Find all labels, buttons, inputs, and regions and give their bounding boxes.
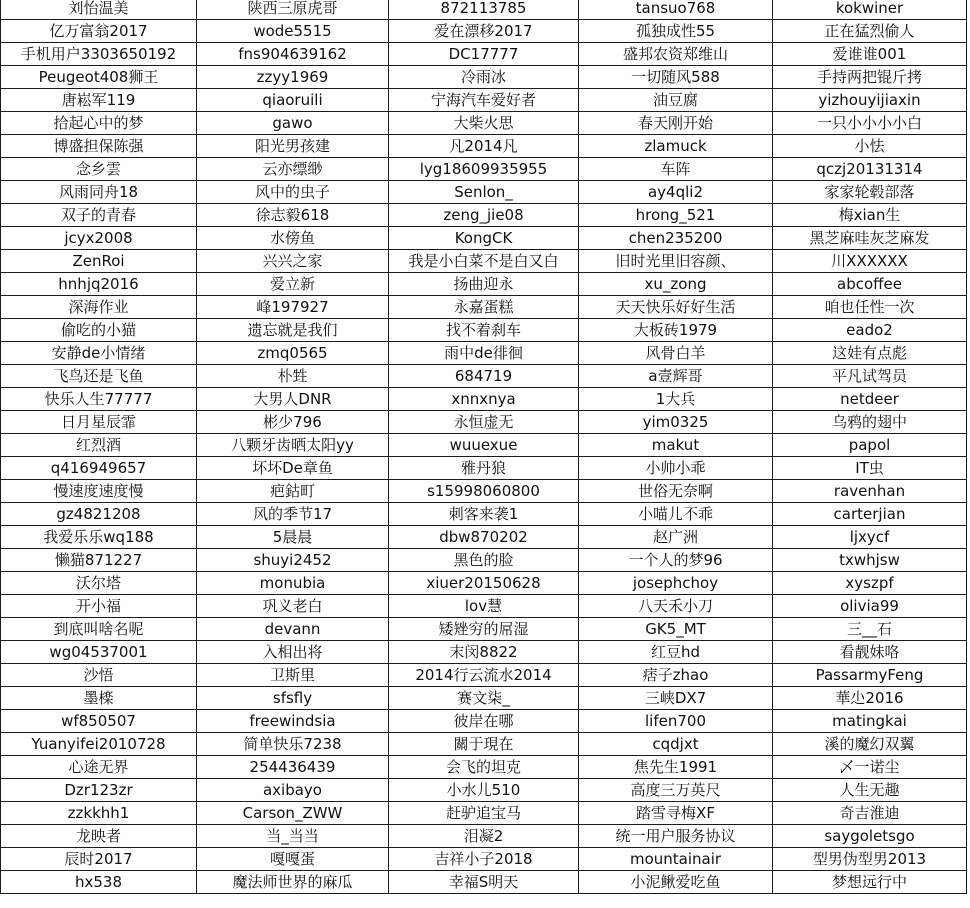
table-row xyxy=(1,710,967,733)
table-cell: txwhjsw xyxy=(773,549,967,572)
table-cell: papol xyxy=(773,434,967,457)
table-cell: 乌鸦的翅中 xyxy=(773,411,967,434)
table-cell: 入相出将 xyxy=(197,641,389,664)
table-cell: 吉祥小子2018 xyxy=(389,848,579,871)
table-cell: 扬曲迎永 xyxy=(389,273,579,296)
table-cell: 手持两把锟斤拷 xyxy=(773,66,967,89)
table-cell: 旧时光里旧容颜、 xyxy=(579,250,773,273)
table-cell: 彼岸在哪 xyxy=(389,710,579,733)
table-cell: axibayo xyxy=(197,779,389,802)
table-cell: 黑色的脸 xyxy=(389,549,579,572)
table-cell: 一切随风588 xyxy=(579,66,773,89)
table-cell: 型男伪型男2013 xyxy=(773,848,967,871)
table-cell: 黑芝麻哇灰芝麻发 xyxy=(773,227,967,250)
table-row xyxy=(1,848,967,871)
table-cell: hnhjq2016 xyxy=(1,273,197,296)
table-cell: 泪凝2 xyxy=(389,825,579,848)
table-cell: 爱在漂移2017 xyxy=(389,20,579,43)
table-cell: a壹辉哥 xyxy=(579,365,773,388)
table-cell: eado2 xyxy=(773,319,967,342)
table-cell: 龙映者 xyxy=(1,825,197,848)
table-row xyxy=(1,618,967,641)
table-cell: 徐志毅618 xyxy=(197,204,389,227)
table-row xyxy=(1,411,967,434)
table-row xyxy=(1,595,967,618)
table-cell: 赶驴追宝马 xyxy=(389,802,579,825)
table-row xyxy=(1,0,967,20)
table-cell: 天天快乐好好生活 xyxy=(579,296,773,319)
table-cell: 梦想远行中 xyxy=(773,871,967,894)
table-cell: 赛文柒_ xyxy=(389,687,579,710)
table-cell: 一个人的梦96 xyxy=(579,549,773,572)
table-cell: 亿万富翁2017 xyxy=(1,20,197,43)
table-cell: 风骨白羊 xyxy=(579,342,773,365)
table-cell: abcoffee xyxy=(773,273,967,296)
table-cell: zeng_jie08 xyxy=(389,204,579,227)
table-cell: 盛邦农资郑维山 xyxy=(579,43,773,66)
table-cell: 小泥鳅爱吃鱼 xyxy=(579,871,773,894)
table-cell: 刺客来袭1 xyxy=(389,503,579,526)
table-cell: 乄一诺尘 xyxy=(773,756,967,779)
table-cell: 小喵儿不乖 xyxy=(579,503,773,526)
table-cell: 巩义老白 xyxy=(197,595,389,618)
table-cell: 矮矬穷的屌湿 xyxy=(389,618,579,641)
table-cell: 快乐人生77777 xyxy=(1,388,197,411)
table-cell: 车阵 xyxy=(579,158,773,181)
table-cell: 5晨晨 xyxy=(197,526,389,549)
table-cell: DC17777 xyxy=(389,43,579,66)
table-cell: wf850507 xyxy=(1,710,197,733)
table-cell: 2014行云流水2014 xyxy=(389,664,579,687)
table-cell: 卫斯里 xyxy=(197,664,389,687)
table-cell: yizhouyijiaxin xyxy=(773,89,967,112)
table-cell: 人生无趣 xyxy=(773,779,967,802)
table-cell: 末闵8822 xyxy=(389,641,579,664)
table-cell: 872113785 xyxy=(389,0,579,20)
table-cell: 三__石 xyxy=(773,618,967,641)
table-cell: hx538 xyxy=(1,871,197,894)
table-cell: 深海作业 xyxy=(1,296,197,319)
table-cell: 我是小白菜不是白又白 xyxy=(389,250,579,273)
table-cell: IT虫 xyxy=(773,457,967,480)
table-cell: 嘎嘎蛋 xyxy=(197,848,389,871)
table-cell: makut xyxy=(579,434,773,457)
table-cell: xu_zong xyxy=(579,273,773,296)
table-cell: 254436439 xyxy=(197,756,389,779)
table-cell: ZenRoi xyxy=(1,250,197,273)
table-cell: 拾起心中的梦 xyxy=(1,112,197,135)
table-cell: 魔法师世界的麻瓜 xyxy=(197,871,389,894)
table-cell: 孤独成性55 xyxy=(579,20,773,43)
table-row xyxy=(1,687,967,710)
table-cell: chen235200 xyxy=(579,227,773,250)
table-row xyxy=(1,43,967,66)
table-row xyxy=(1,388,967,411)
table-cell: 简单快乐7238 xyxy=(197,733,389,756)
table-row xyxy=(1,641,967,664)
table-cell: 永嘉蛋糕 xyxy=(389,296,579,319)
table-row xyxy=(1,296,967,319)
table-cell: 咱也任性一次 xyxy=(773,296,967,319)
table-cell: wode5515 xyxy=(197,20,389,43)
table-cell: ravenhan xyxy=(773,480,967,503)
table-cell: 彬少796 xyxy=(197,411,389,434)
table-cell: 684719 xyxy=(389,365,579,388)
table-cell: cqdjxt xyxy=(579,733,773,756)
table-cell: jcyx2008 xyxy=(1,227,197,250)
table-cell: 焦先生1991 xyxy=(579,756,773,779)
table-cell: 踏雪寻梅XF xyxy=(579,802,773,825)
table-cell: 冷雨冰 xyxy=(389,66,579,89)
table-row xyxy=(1,503,967,526)
table-cell: tansuo768 xyxy=(579,0,773,20)
table-cell: 小水儿510 xyxy=(389,779,579,802)
table-row xyxy=(1,871,967,894)
table-cell: qczj20131314 xyxy=(773,158,967,181)
table-cell: 手机用户3303650192 xyxy=(1,43,197,66)
table-cell: monubia xyxy=(197,572,389,595)
table-cell: 安静de小情绪 xyxy=(1,342,197,365)
table-row xyxy=(1,112,967,135)
table-cell: 红豆hd xyxy=(579,641,773,664)
table-cell: 正在猛烈偷人 xyxy=(773,20,967,43)
table-cell: 沙悟 xyxy=(1,664,197,687)
table-row xyxy=(1,158,967,181)
username-table-body xyxy=(1,0,967,894)
table-cell: 溪的魔幻双翼 xyxy=(773,733,967,756)
table-cell: 宁海汽车爱好者 xyxy=(389,89,579,112)
table-cell: 博盛担保陈强 xyxy=(1,135,197,158)
table-cell: 赵广洲 xyxy=(579,526,773,549)
table-cell: 疤鈷町 xyxy=(197,480,389,503)
table-cell: matingkai xyxy=(773,710,967,733)
table-cell: 风中的虫子 xyxy=(197,181,389,204)
table-row xyxy=(1,733,967,756)
table-cell: lifen700 xyxy=(579,710,773,733)
table-cell: 幸福S明天 xyxy=(389,871,579,894)
table-cell: 朴甡 xyxy=(197,365,389,388)
table-cell: zzyy1969 xyxy=(197,66,389,89)
table-cell: 世俗无奈啊 xyxy=(579,480,773,503)
table-cell: 开小福 xyxy=(1,595,197,618)
table-row xyxy=(1,20,967,43)
table-cell: 大男人DNR xyxy=(197,388,389,411)
table-cell: 油豆腐 xyxy=(579,89,773,112)
table-cell: freewindsia xyxy=(197,710,389,733)
table-cell: sfsfly xyxy=(197,687,389,710)
table-row xyxy=(1,89,967,112)
table-cell: netdeer xyxy=(773,388,967,411)
table-cell: xiuer20150628 xyxy=(389,572,579,595)
table-cell: shuyi2452 xyxy=(197,549,389,572)
table-row xyxy=(1,779,967,802)
table-cell: 小怯 xyxy=(773,135,967,158)
table-cell: gz4821208 xyxy=(1,503,197,526)
table-cell: 平凡试驾员 xyxy=(773,365,967,388)
table-cell: 凡2014凡 xyxy=(389,135,579,158)
table-cell: 雅丹狼 xyxy=(389,457,579,480)
table-cell: 会飞的坦克 xyxy=(389,756,579,779)
table-cell: 日月星辰霏 xyxy=(1,411,197,434)
table-cell: 遗忘就是我们 xyxy=(197,319,389,342)
table-cell: 双子的青春 xyxy=(1,204,197,227)
table-cell: Dzr123zr xyxy=(1,779,197,802)
table-cell: 看靓妹咯 xyxy=(773,641,967,664)
table-cell: carterjian xyxy=(773,503,967,526)
table-cell: ay4qli2 xyxy=(579,181,773,204)
table-cell: wuuexue xyxy=(389,434,579,457)
table-row xyxy=(1,457,967,480)
table-cell: zlamuck xyxy=(579,135,773,158)
table-cell: 云亦缥缈 xyxy=(197,158,389,181)
table-row xyxy=(1,227,967,250)
table-cell: gawo xyxy=(197,112,389,135)
table-cell: ljxycf xyxy=(773,526,967,549)
table-cell: hrong_521 xyxy=(579,204,773,227)
table-cell: PassarmyFeng xyxy=(773,664,967,687)
table-cell: Peugeot408狮王 xyxy=(1,66,197,89)
table-cell: 到底叫啥名呢 xyxy=(1,618,197,641)
table-cell: 八天禾小刀 xyxy=(579,595,773,618)
table-cell: mountainair xyxy=(579,848,773,871)
table-cell: 永恒虚无 xyxy=(389,411,579,434)
table-cell: lov慧 xyxy=(389,595,579,618)
table-cell: lyg18609935955 xyxy=(389,158,579,181)
table-cell: 梅xian生 xyxy=(773,204,967,227)
table-cell: 奇吉淮迪 xyxy=(773,802,967,825)
table-cell: 唐崧军119 xyxy=(1,89,197,112)
table-cell: 这娃有点彪 xyxy=(773,342,967,365)
table-row xyxy=(1,756,967,779)
table-row xyxy=(1,664,967,687)
table-cell: 沃尔塔 xyxy=(1,572,197,595)
table-row xyxy=(1,342,967,365)
table-cell: 念乡雲 xyxy=(1,158,197,181)
table-cell: 红烈酒 xyxy=(1,434,197,457)
table-cell: josephchoy xyxy=(579,572,773,595)
table-row xyxy=(1,319,967,342)
table-row xyxy=(1,250,967,273)
table-cell: GK5_MT xyxy=(579,618,773,641)
table-cell: Senlon_ xyxy=(389,181,579,204)
table-cell: 爱立新 xyxy=(197,273,389,296)
table-cell: 雨中de徘徊 xyxy=(389,342,579,365)
table-cell: 川XXXXXX xyxy=(773,250,967,273)
table-cell: 飞鸟还是飞鱼 xyxy=(1,365,197,388)
table-cell: xnnxnya xyxy=(389,388,579,411)
table-row xyxy=(1,526,967,549)
table-cell: 關于現在 xyxy=(389,733,579,756)
table-cell: 懒猫871227 xyxy=(1,549,197,572)
table-cell: 一只小小小小白 xyxy=(773,112,967,135)
table-cell: zmq0565 xyxy=(197,342,389,365)
table-cell: Yuanyifei2010728 xyxy=(1,733,197,756)
table-cell: 风的季节17 xyxy=(197,503,389,526)
table-cell: yim0325 xyxy=(579,411,773,434)
table-cell: 大板砖1979 xyxy=(579,319,773,342)
table-row xyxy=(1,181,967,204)
table-cell: 统一用户服务协议 xyxy=(579,825,773,848)
table-cell: 峰197927 xyxy=(197,296,389,319)
table-row xyxy=(1,825,967,848)
table-cell: 家家轮毂部落 xyxy=(773,181,967,204)
table-cell: 刘怡温美 xyxy=(1,0,197,20)
table-cell: 痞子zhao xyxy=(579,664,773,687)
table-row xyxy=(1,204,967,227)
table-cell: 水傍鱼 xyxy=(197,227,389,250)
table-cell: s15998060800 xyxy=(389,480,579,503)
table-cell: KongCK xyxy=(389,227,579,250)
table-cell: fns904639162 xyxy=(197,43,389,66)
table-cell: 我爱乐乐wq188 xyxy=(1,526,197,549)
table-cell: qiaoruili xyxy=(197,89,389,112)
table-cell: kokwiner xyxy=(773,0,967,20)
table-cell: 慢速度速度慢 xyxy=(1,480,197,503)
table-cell: 三峡DX7 xyxy=(579,687,773,710)
table-row xyxy=(1,365,967,388)
table-cell: 大柴火思 xyxy=(389,112,579,135)
table-cell: 華尐2016 xyxy=(773,687,967,710)
table-cell: 高度三万英尺 xyxy=(579,779,773,802)
table-cell: xyszpf xyxy=(773,572,967,595)
table-cell: 八颗牙齿晒太阳yy xyxy=(197,434,389,457)
table-cell: 阳光男孩建 xyxy=(197,135,389,158)
table-cell: dbw870202 xyxy=(389,526,579,549)
table-row xyxy=(1,135,967,158)
table-cell: 偷吃的小猫 xyxy=(1,319,197,342)
table-cell: wg04537001 xyxy=(1,641,197,664)
table-cell: Carson_ZWW xyxy=(197,802,389,825)
table-cell: 爱谁谁001 xyxy=(773,43,967,66)
table-cell: 小帅小乖 xyxy=(579,457,773,480)
table-cell: 辰时2017 xyxy=(1,848,197,871)
table-cell: 心途无界 xyxy=(1,756,197,779)
table-cell: 风雨同舟18 xyxy=(1,181,197,204)
table-cell: 墨檪 xyxy=(1,687,197,710)
table-row xyxy=(1,434,967,457)
table-cell: 兴兴之家 xyxy=(197,250,389,273)
table-cell: 陕西三原虎哥 xyxy=(197,0,389,20)
table-cell: zzkkhh1 xyxy=(1,802,197,825)
table-cell: 1大兵 xyxy=(579,388,773,411)
table-row xyxy=(1,572,967,595)
table-cell: 当_当当 xyxy=(197,825,389,848)
table-row xyxy=(1,480,967,503)
table-cell: saygoletsgo xyxy=(773,825,967,848)
table-cell: 春天刚开始 xyxy=(579,112,773,135)
table-cell: q416949657 xyxy=(1,457,197,480)
table-row xyxy=(1,273,967,296)
table-row xyxy=(1,802,967,825)
table-cell: olivia99 xyxy=(773,595,967,618)
table-cell: 找不着刹车 xyxy=(389,319,579,342)
table-row xyxy=(1,66,967,89)
table-row xyxy=(1,549,967,572)
table-cell: 坏坏De章鱼 xyxy=(197,457,389,480)
table-cell: devann xyxy=(197,618,389,641)
